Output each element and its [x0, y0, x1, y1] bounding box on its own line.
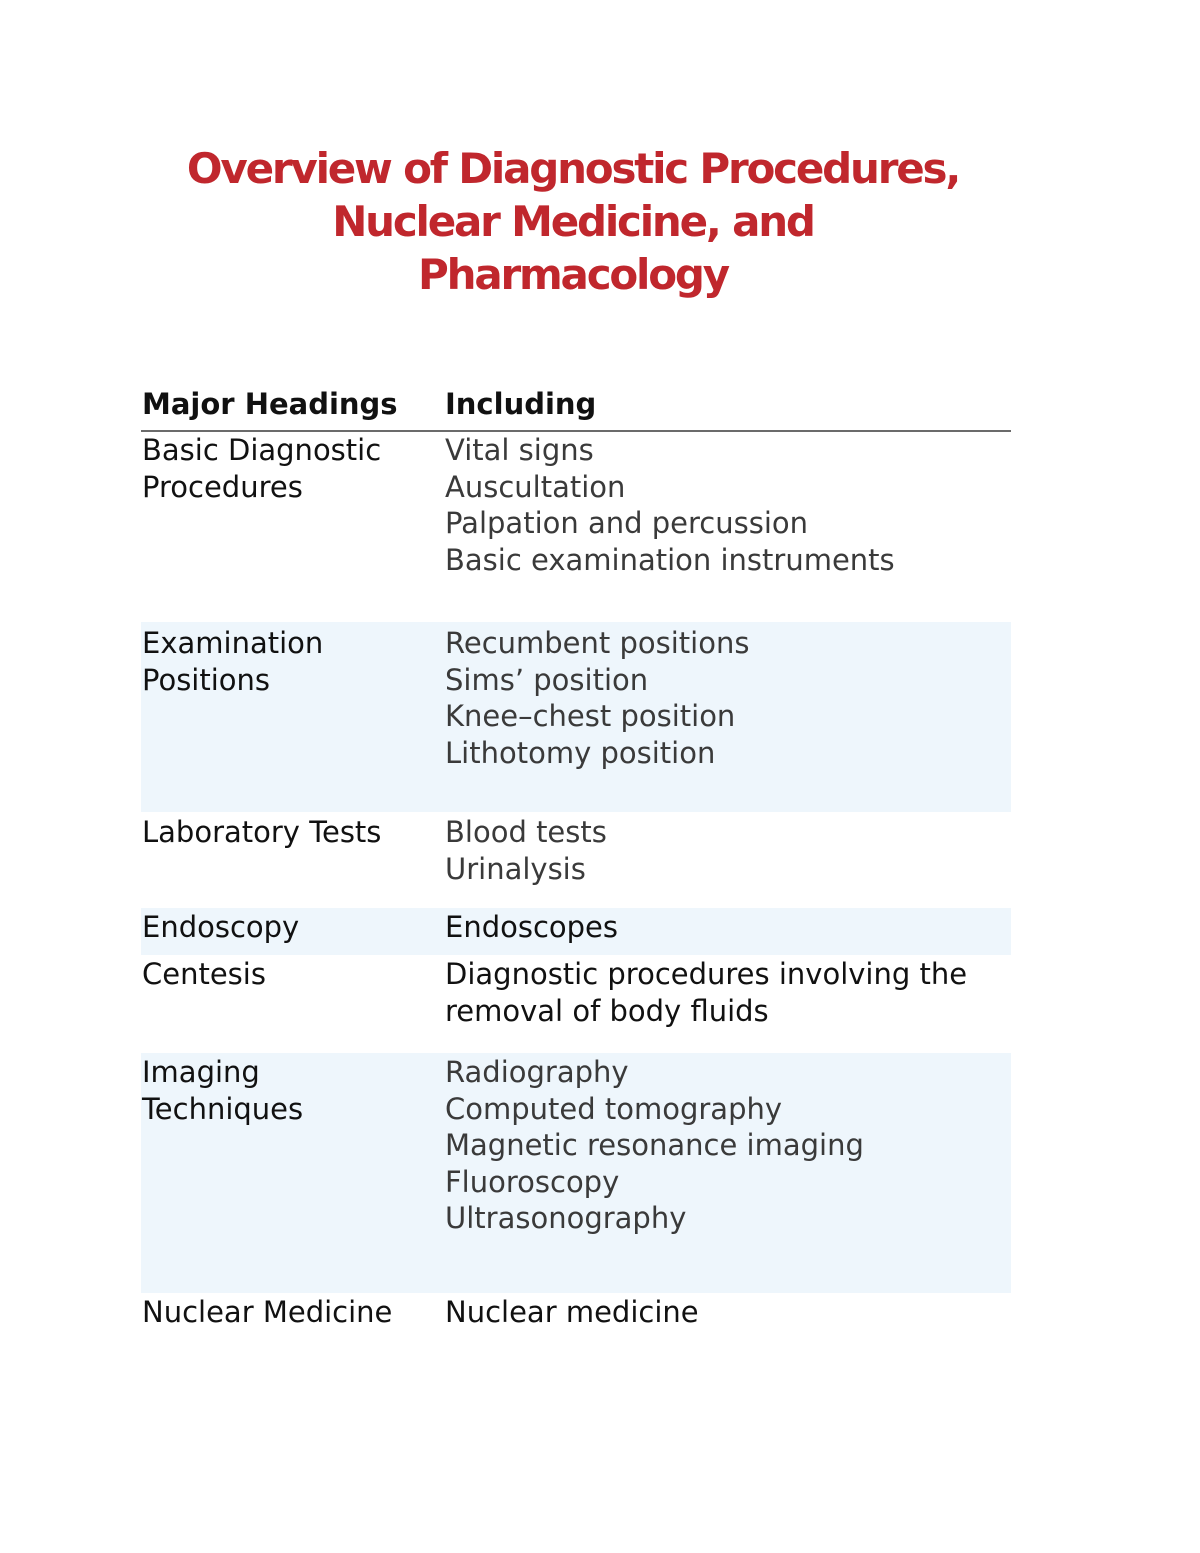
- including-item: Urinalysis: [445, 851, 586, 886]
- including-item: Lithotomy position: [445, 735, 716, 770]
- row-heading-line: Techniques: [142, 1091, 304, 1126]
- row-including: [445, 909, 1015, 946]
- row-including: [445, 1294, 1015, 1331]
- row-heading-line: Procedures: [142, 469, 303, 504]
- row-heading-line: Nuclear Medicine: [142, 1295, 393, 1329]
- row-heading: [142, 909, 432, 946]
- table-header: [141, 380, 1011, 432]
- row-heading: [142, 625, 432, 698]
- including-item: Palpation and percussion: [445, 506, 808, 540]
- table-row-basic-diagnostic-procedures: [141, 432, 1011, 622]
- row-heading: [142, 814, 432, 851]
- row-including: [445, 1054, 1015, 1237]
- including-item: Nuclear medicine: [445, 1295, 699, 1329]
- title-line-2: Nuclear Medicine, and: [332, 197, 814, 246]
- row-heading: [142, 1054, 432, 1127]
- including-item: removal of body fluids: [445, 993, 769, 1028]
- title-line-1: Overview of Diagnostic Procedures,: [186, 144, 960, 193]
- headings-table: [141, 380, 1011, 1329]
- row-heading: [142, 956, 432, 993]
- row-heading-line: Examination: [142, 626, 324, 660]
- row-including: [445, 625, 1015, 771]
- row-heading-line: Laboratory Tests: [142, 815, 382, 849]
- including-item: Knee–chest position: [445, 699, 736, 733]
- row-heading-line: Centesis: [142, 957, 266, 991]
- row-heading-line: Imaging: [142, 1055, 260, 1089]
- row-including: [445, 956, 1015, 1029]
- column-header-including: Including: [445, 387, 597, 421]
- including-item: Diagnostic procedures involving the: [445, 957, 968, 991]
- including-item: Magnetic resonance imaging: [445, 1128, 864, 1162]
- row-heading-line: Positions: [142, 662, 271, 697]
- including-item: Auscultation: [445, 469, 626, 504]
- including-item: Ultrasonography: [445, 1201, 687, 1235]
- including-item: Basic examination instruments: [445, 542, 895, 577]
- row-heading: [142, 1294, 432, 1331]
- including-item: Vital signs: [445, 433, 594, 467]
- row-heading: [142, 432, 432, 505]
- row-including: [445, 432, 1015, 578]
- including-item: Radiography: [445, 1055, 629, 1089]
- row-heading-line: Basic Diagnostic: [142, 433, 382, 467]
- row-including: [445, 814, 1015, 887]
- including-item: Recumbent positions: [445, 626, 750, 660]
- table-row-nuclear-medicine: [141, 1293, 1011, 1343]
- page-title: [0, 142, 1146, 301]
- table-row-examination-positions: [141, 622, 1011, 812]
- column-header-major-headings: Major Headings: [142, 387, 398, 421]
- including-item: Computed tomography: [445, 1091, 783, 1126]
- including-item: Sims’ position: [445, 662, 649, 697]
- table-row-endoscopy: [141, 908, 1011, 955]
- table-row-centesis: [141, 955, 1011, 1053]
- including-item: Endoscopes: [445, 910, 619, 944]
- table-row-laboratory-tests: [141, 812, 1011, 908]
- row-heading-line: Endoscopy: [142, 910, 300, 944]
- including-item: Fluoroscopy: [445, 1164, 620, 1199]
- including-item: Blood tests: [445, 815, 607, 849]
- table-row-imaging-techniques: [141, 1053, 1011, 1293]
- title-line-3: Pharmacology: [418, 250, 728, 299]
